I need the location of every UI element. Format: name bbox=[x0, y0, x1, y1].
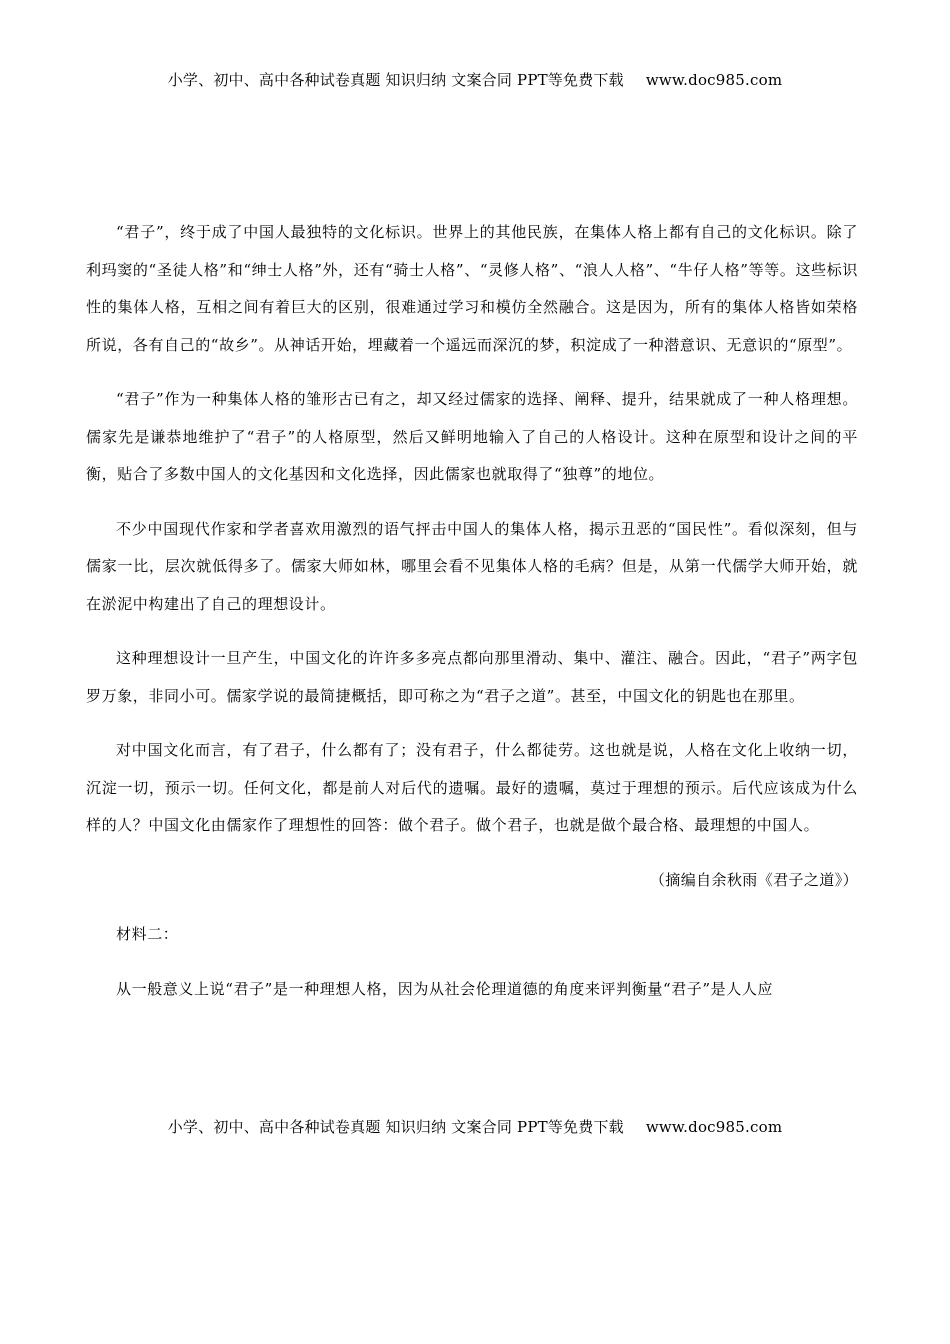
header-text: 小学、初中、高中各种试卷真题 知识归纳 文案合同 PPT等免费下载 bbox=[167, 71, 624, 89]
paragraph-3: 不少中国现代作家和学者喜欢用激烈的语气抨击中国人的集体人格，揭示丑恶的“国民性”。看似深刻，但与儒家一比，层次就低得多了。儒家大师如林，哪里会看不见集体人格的毛病？但是，从第一代儒学大师开始，就在淤泥中构建出了自己的理想设计。 bbox=[86, 519, 858, 613]
material-two-text: 从一般意义上说“君子”是一种理想人格，因为从社会伦理道德的角度来评判衡量“君子”是人人应 bbox=[116, 979, 774, 998]
article-body bbox=[86, 214, 858, 1008]
material-two-label: 材料二： bbox=[116, 925, 179, 943]
footer-text: 小学、初中、高中各种试卷真题 知识归纳 文案合同 PPT等免费下载 bbox=[167, 1118, 624, 1136]
page-footer bbox=[0, 1116, 950, 1137]
paragraph-4: 这种理想设计一旦产生，中国文化的许许多多亮点都向那里滑动、集中、灌注、融合。因此，“君子”两字包罗万象，非同小可。儒家学说的最简捷概括，即可称之为“君子之道”。甚至，中国文化的钥匙也在那里。 bbox=[86, 649, 858, 705]
page-header bbox=[0, 69, 950, 90]
header-url[interactable]: www.doc985.com bbox=[645, 71, 783, 89]
source-citation: （摘编自余秋雨《君子之道》） bbox=[649, 870, 858, 889]
paragraph-2: “君子”作为一种集体人格的雏形古已有之，却又经过儒家的选择、阐释、提升，结果就成了一种人格理想。儒家先是谦恭地维护了“君子”的人格原型，然后又鲜明地输入了自己的人格设计。这种在原型和设计之间的平衡，贴合了多数中国人的文化基因和文化选择，因此儒家也就取得了“独尊”的地位。 bbox=[86, 390, 858, 483]
paragraph-5: 对中国文化而言，有了君子，什么都有了；没有君子，什么都徒劳。这也就是说，人格在文化上收纳一切，沉淀一切，预示一切。任何文化，都是前人对后代的遗嘱。最好的遗嘱，莫过于理想的预示。后代应该成为什么样的人？中国文化由儒家作了理想性的回答：做个君子。做个君子，也就是做个最合格、最理想的中国人。 bbox=[86, 741, 858, 834]
paragraph-1: “君子”，终于成了中国人最独特的文化标识。世界上的其他民族，在集体人格上都有自己的文化标识。除了利玛窦的“圣徒人格”和“绅士人格”外，还有“骑士人格”、“灵修人格”、“浪人人格”、“牛仔人格”等等。这些标识性的集体人格，互相之间有着巨大的区别，很难通过学习和模仿全然融合。这是因为，所有的集体人格皆如荣格所说，各有自己的“故乡”。从神话开始，埋藏着一个遥远而深沉的梦，积淀成了一种潜意识、无意识的“原型”。 bbox=[86, 223, 858, 354]
footer-url[interactable]: www.doc985.com bbox=[645, 1118, 783, 1136]
